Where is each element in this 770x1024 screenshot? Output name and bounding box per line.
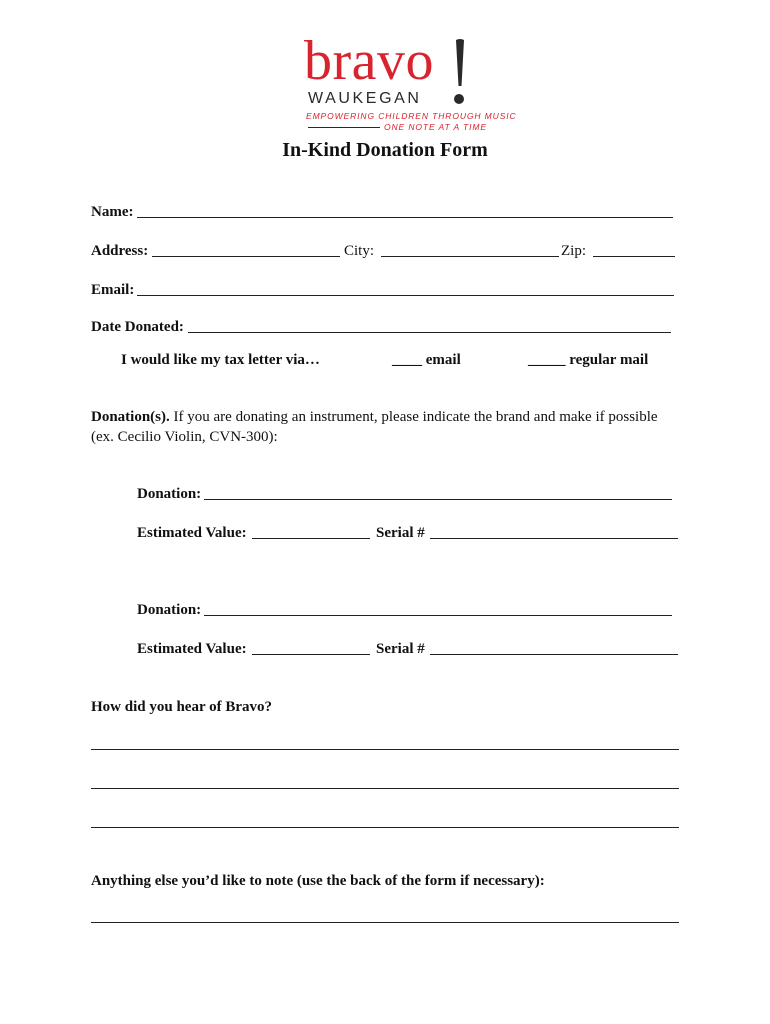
email-label: Email:	[91, 282, 135, 298]
city-label: City:	[344, 243, 375, 259]
address-label: Address:	[91, 243, 149, 259]
donations-example: (ex. Cecilio Violin, CVN-300):	[91, 429, 278, 445]
zip-field[interactable]	[593, 256, 675, 257]
estimated-value-1-field[interactable]	[252, 538, 370, 539]
donations-instructions-text: If you are donating an instrument, please indicate the brand and make if possible	[169, 409, 658, 425]
name-label: Name:	[91, 204, 134, 220]
address-field[interactable]	[152, 256, 340, 257]
estimated-value-1-label: Estimated Value:	[137, 525, 247, 541]
additional-notes-line[interactable]	[91, 922, 679, 923]
donation-1-label: Donation:	[137, 486, 202, 502]
logo-wordmark: bravo	[304, 30, 435, 92]
zip-label: Zip:	[561, 243, 586, 259]
hear-of-bravo-line-2[interactable]	[91, 788, 679, 789]
hear-of-bravo-question: How did you hear of Bravo?	[91, 699, 272, 715]
donation-1-field[interactable]	[204, 499, 672, 500]
bravo-waukegan-logo	[300, 30, 517, 136]
logo-dot	[454, 94, 464, 104]
city-field[interactable]	[381, 256, 559, 257]
additional-notes-question: Anything else you’d like to note (use the back of the form if necessary):	[91, 873, 545, 889]
serial-2-field[interactable]	[430, 654, 678, 655]
date-donated-field[interactable]	[188, 332, 671, 333]
name-field[interactable]	[137, 217, 673, 218]
date-donated-label: Date Donated:	[91, 319, 184, 335]
hear-of-bravo-line-3[interactable]	[91, 827, 679, 828]
serial-2-label: Serial #	[376, 641, 425, 657]
serial-1-field[interactable]	[430, 538, 678, 539]
donation-2-field[interactable]	[204, 615, 672, 616]
email-field[interactable]	[137, 295, 674, 296]
logo-city: WAUKEGAN	[308, 90, 422, 107]
logo-tagline-2: ONE NOTE AT A TIME	[384, 122, 487, 132]
donation-2-label: Donation:	[137, 602, 202, 618]
hear-of-bravo-line-1[interactable]	[91, 749, 679, 750]
donations-instructions	[91, 408, 658, 426]
logo-tagline-rule	[308, 127, 380, 128]
tax-letter-email-option[interactable]: ____ email	[392, 352, 461, 368]
tax-letter-prompt: I would like my tax letter via…	[121, 352, 320, 368]
estimated-value-2-field[interactable]	[252, 654, 370, 655]
donations-heading: Donation(s).	[91, 409, 170, 425]
estimated-value-2-label: Estimated Value:	[137, 641, 247, 657]
serial-1-label: Serial #	[376, 525, 425, 541]
tax-letter-mail-option[interactable]: _____ regular mail	[528, 352, 649, 368]
form-title: In-Kind Donation Form	[282, 139, 488, 161]
logo-tagline-1: EMPOWERING CHILDREN THROUGH MUSIC	[306, 111, 517, 121]
